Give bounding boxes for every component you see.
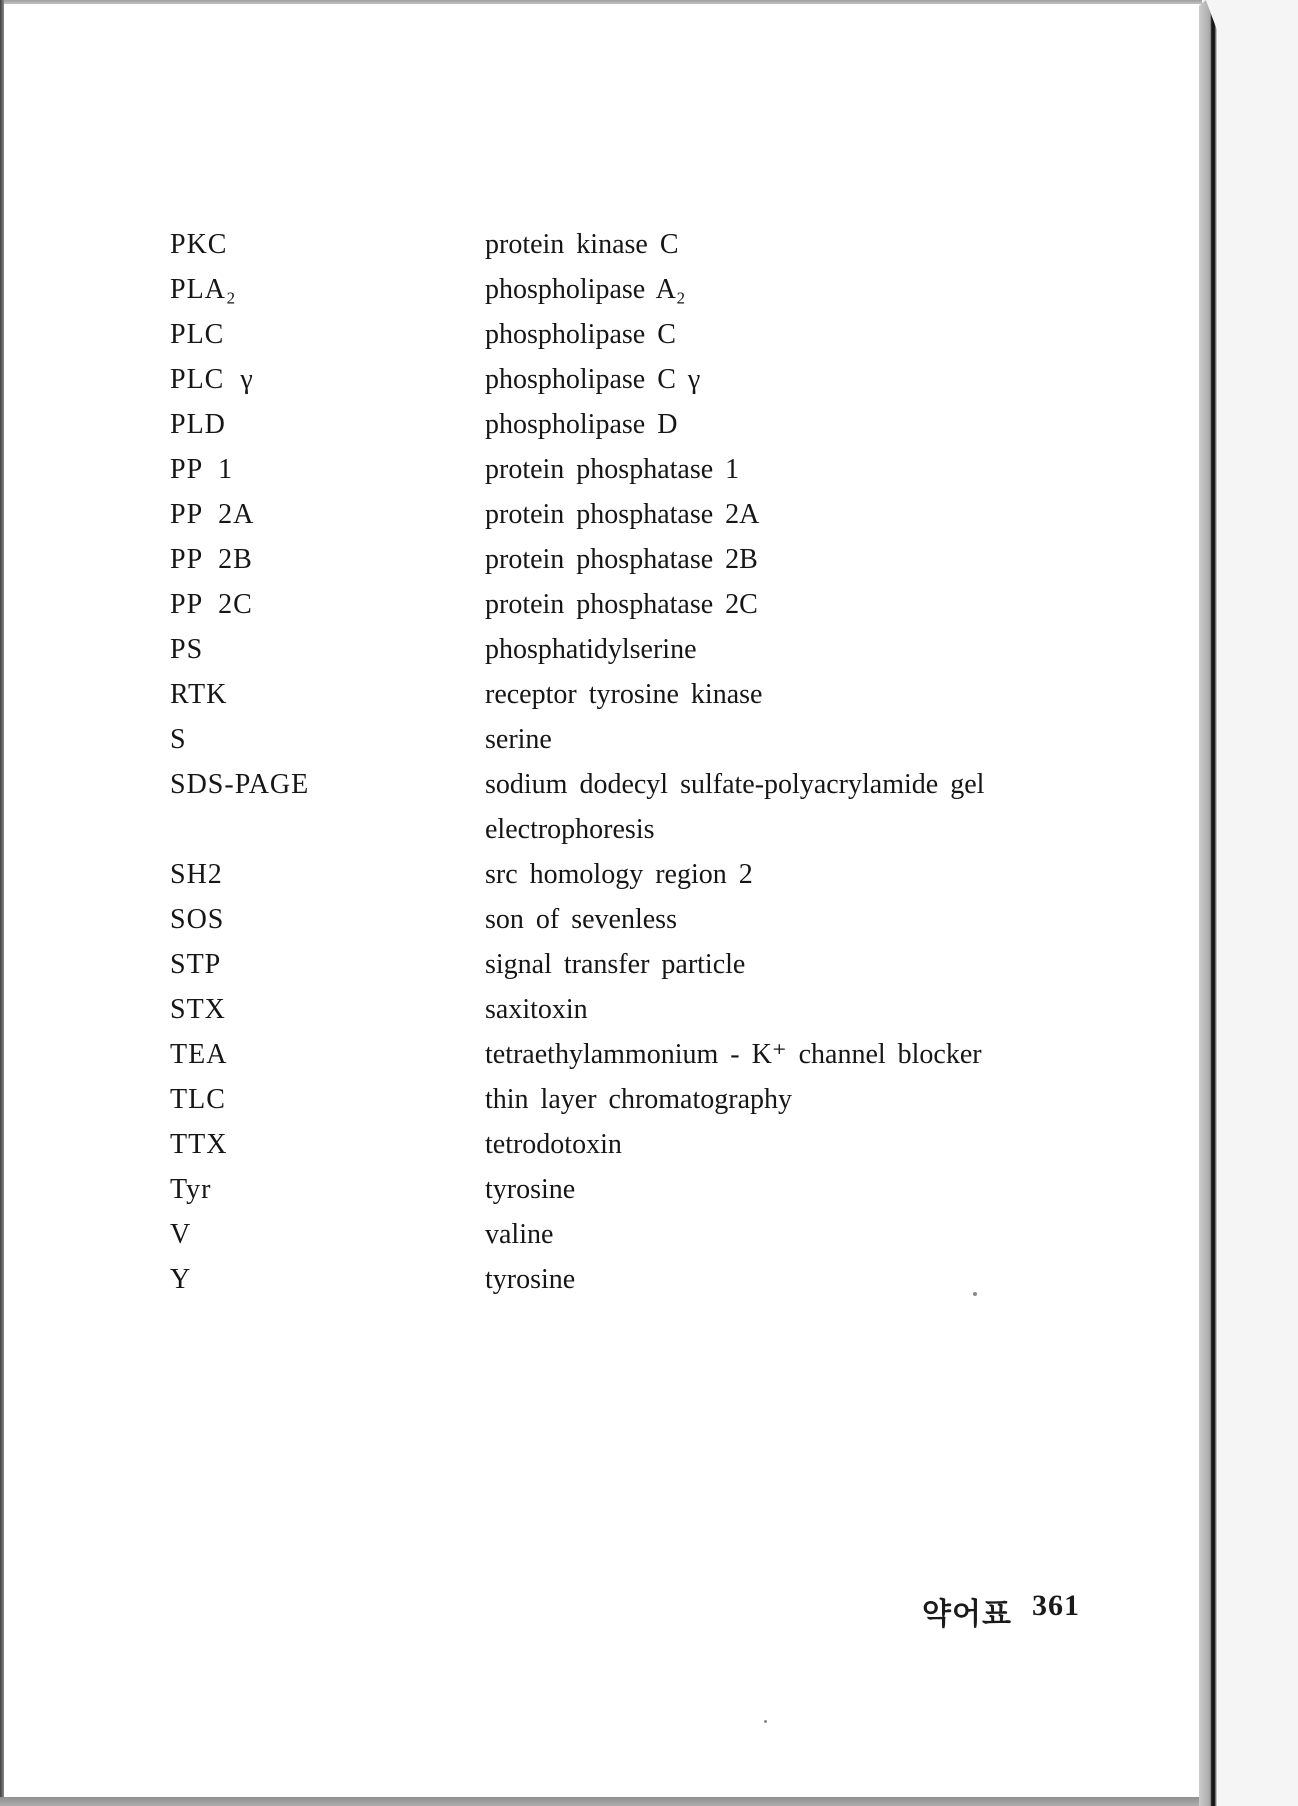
definition-cell: [485, 1032, 1170, 1077]
abbreviation-cell: Tyr: [170, 1174, 212, 1205]
abbreviation-cell: PP 2A: [170, 499, 255, 530]
definition-line: electrophoresis: [485, 814, 655, 845]
book-page-stack-edge: [1199, 0, 1217, 1806]
definition-cell: [485, 537, 1170, 582]
definition-cell: [485, 447, 1170, 492]
scan-speck: [764, 1720, 767, 1723]
glossary-row: [170, 1167, 1170, 1212]
glossary-row: [170, 1077, 1170, 1122]
glossary-row: [170, 897, 1170, 942]
definition-cell: [485, 267, 1170, 312]
abbreviation-cell: PS: [170, 634, 204, 665]
definition-cell: [485, 942, 1170, 987]
glossary-row: [170, 1122, 1170, 1167]
definition-line: son of sevenless: [485, 904, 677, 935]
glossary-row: [170, 1212, 1170, 1257]
glossary-row: [170, 852, 1170, 897]
definition-line: protein phosphatase 2B: [485, 544, 758, 575]
definition-line: phospholipase C: [485, 319, 676, 350]
abbreviation-cell: TLC: [170, 1084, 226, 1115]
definition-line: serine: [485, 724, 552, 755]
definition-cell: [485, 672, 1170, 717]
abbreviation-cell: PP 2C: [170, 589, 253, 620]
definition-cell: [485, 1257, 1170, 1302]
definition-line: valine: [485, 1219, 554, 1250]
definition-cell: [485, 222, 1170, 267]
definition-line: tyrosine: [485, 1174, 576, 1205]
abbreviation-cell: STP: [170, 949, 222, 980]
footer-page-number: 361: [1031, 1589, 1080, 1622]
glossary-row: [170, 672, 1170, 717]
abbreviation-cell: PLA₂: [170, 274, 237, 305]
definition-cell: [485, 897, 1170, 942]
glossary-row: [170, 987, 1170, 1032]
abbreviation-cell: V: [170, 1219, 192, 1250]
definition-line: protein phosphatase 2C: [485, 589, 758, 620]
abbreviation-cell: SDS-PAGE: [170, 769, 310, 800]
definition-cell: [485, 1212, 1170, 1257]
definition-cell: [485, 582, 1170, 627]
definition-line: signal transfer particle: [485, 949, 746, 980]
abbreviation-cell: PLC γ: [170, 364, 254, 395]
glossary-row: [170, 537, 1170, 582]
definition-line: phosphatidylserine: [485, 634, 697, 665]
definition-cell: [485, 1122, 1170, 1167]
abbreviation-cell: PP 2B: [170, 544, 253, 575]
definition-line: phospholipase D: [485, 409, 678, 440]
abbreviation-cell: PP 1: [170, 454, 234, 485]
definition-line: saxitoxin: [485, 994, 588, 1025]
abbreviation-cell: TTX: [170, 1129, 228, 1160]
page-top-edge: [0, 0, 1202, 4]
glossary-row: [170, 1032, 1170, 1077]
abbreviation-cell: PLD: [170, 409, 226, 440]
page-left-edge: [0, 0, 4, 1806]
abbreviation-glossary-list: [170, 222, 1170, 1302]
glossary-row: [170, 447, 1170, 492]
definition-line: tyrosine: [485, 1264, 576, 1295]
definition-line: sodium dodecyl sulfate-polyacrylamide gel: [485, 769, 985, 800]
footer-section-label: 약어표: [922, 1598, 1012, 1631]
abbreviation-cell: TEA: [170, 1039, 228, 1070]
scan-speck: [973, 1292, 977, 1296]
abbreviation-cell: Y: [170, 1264, 192, 1295]
definition-line: phospholipase C γ: [485, 364, 701, 395]
definition-cell: [485, 762, 1170, 852]
definition-line: src homology region 2: [485, 859, 753, 890]
definition-line: thin layer chromatography: [485, 1084, 793, 1115]
glossary-row: [170, 762, 1170, 852]
definition-cell: [485, 312, 1170, 357]
abbreviation-cell: SOS: [170, 904, 225, 935]
page-bottom-edge: [0, 1797, 1199, 1806]
definition-cell: [485, 357, 1170, 402]
definition-line: tetrodotoxin: [485, 1129, 622, 1160]
glossary-row: [170, 627, 1170, 672]
glossary-row: [170, 312, 1170, 357]
definition-cell: [485, 852, 1170, 897]
definition-cell: [485, 717, 1170, 762]
definition-line: receptor tyrosine kinase: [485, 679, 763, 710]
definition-cell: [485, 402, 1170, 447]
definition-cell: [485, 987, 1170, 1032]
definition-line: protein phosphatase 2A: [485, 499, 760, 530]
definition-line: protein kinase C: [485, 229, 679, 260]
glossary-row: [170, 582, 1170, 627]
page-footer: [922, 1589, 1080, 1633]
glossary-row: [170, 492, 1170, 537]
definition-cell: [485, 492, 1170, 537]
definition-cell: [485, 1077, 1170, 1122]
abbreviation-cell: STX: [170, 994, 226, 1025]
glossary-row: [170, 267, 1170, 312]
abbreviation-cell: S: [170, 724, 187, 755]
abbreviation-cell: RTK: [170, 679, 228, 710]
abbreviation-cell: PKC: [170, 229, 228, 260]
abbreviation-cell: PLC: [170, 319, 225, 350]
definition-cell: [485, 627, 1170, 672]
definition-cell: [485, 1167, 1170, 1212]
glossary-row: [170, 222, 1170, 267]
definition-line: phospholipase A₂: [485, 274, 686, 305]
definition-line: tetraethylammonium - K⁺ channel blocker: [485, 1039, 982, 1070]
abbreviation-cell: SH2: [170, 859, 223, 890]
glossary-row: [170, 402, 1170, 447]
glossary-row: [170, 717, 1170, 762]
glossary-row: [170, 1257, 1170, 1302]
definition-line: protein phosphatase 1: [485, 454, 740, 485]
glossary-row: [170, 942, 1170, 987]
glossary-row: [170, 357, 1170, 402]
